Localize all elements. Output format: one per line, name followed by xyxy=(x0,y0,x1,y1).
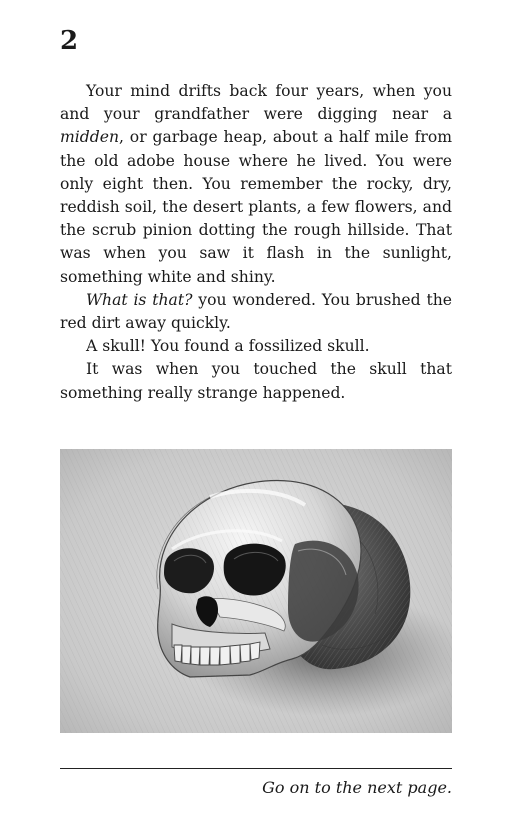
story-text-run: , or garbage heap, about a half mile from the old adobe house where he lived. You were only eight then. You remember the rocky, dry, reddish soil, the desert plants, a few flowers, and the scrub pinion dotting the rough hillside. That was when you saw it flash in the sunlight, something white and shiny. xyxy=(60,128,452,286)
story-text-run: you wondered. You brushed the red dirt away quickly. xyxy=(60,290,452,333)
skull-illustration xyxy=(60,449,452,733)
story-paragraph-3: A skull! You found a fossilized skull. xyxy=(86,337,370,356)
skull-drawing xyxy=(60,449,452,733)
next-page-note: Go on to the next page. xyxy=(262,778,452,797)
story-text xyxy=(60,80,452,405)
footer-divider xyxy=(60,768,452,769)
story-paragraph-1 xyxy=(60,80,452,289)
story-text-run: Your mind drifts back four years, when you and your grandfather were digging near a xyxy=(60,82,452,124)
story-paragraph-4: It was when you touched the skull that something really strange happened. xyxy=(60,360,452,402)
page-number: 2 xyxy=(60,26,79,56)
story-emphasis: What is that? xyxy=(86,290,193,309)
story-paragraph-2 xyxy=(60,289,452,335)
story-emphasis: midden xyxy=(60,128,120,147)
